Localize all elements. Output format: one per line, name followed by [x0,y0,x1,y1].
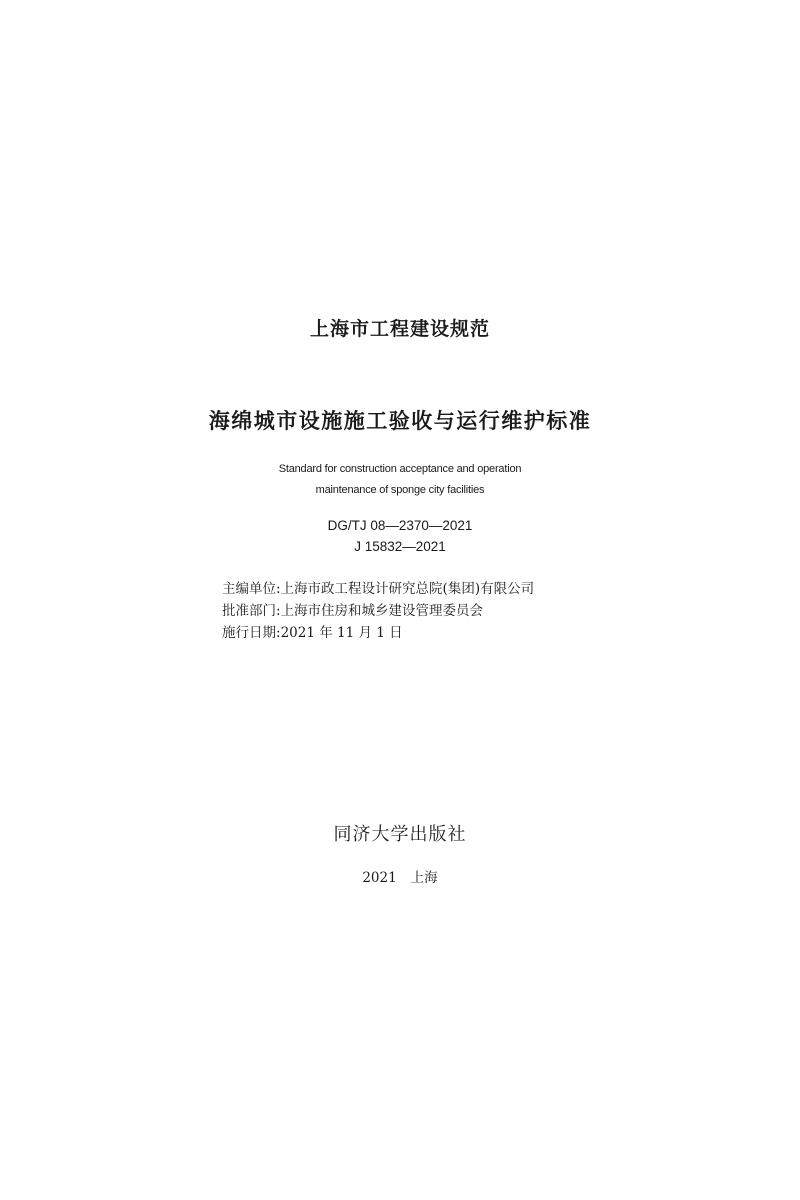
document-title-cn: 海绵城市设施施工验收与运行维护标准 [208,409,592,433]
series-title: 上海市工程建设规范 [309,318,490,340]
record-number: J 15832—2021 [354,539,446,554]
meta-value: 2021 年 11 月 1 日 [280,625,403,641]
document-metadata [222,578,534,644]
meta-label: 施行日期 [222,625,276,641]
title-en-line-1: Standard for construction acceptance and operation [278,463,522,475]
publication-line [0,866,800,886]
meta-value: 上海市政工程设计研究总院(集团)有限公司 [280,581,535,597]
meta-row-approver [222,600,534,622]
meta-row-editor [222,578,534,600]
meta-separator: : [276,603,281,619]
meta-separator: : [276,581,281,597]
standard-codes [0,515,800,557]
meta-row-effective-date [222,622,534,644]
title-en-line-2: maintenance of sponge city facilities [315,484,485,496]
standard-number: DG/TJ 08—2370—2021 [327,518,473,533]
publication-city: 上海 [410,870,438,886]
meta-label: 主编单位 [222,581,276,597]
publisher-name: 同济大学出版社 [333,824,467,845]
document-title-en [0,459,800,501]
meta-value: 上海市住房和城乡建设管理委员会 [280,603,484,619]
meta-label: 批准部门 [222,603,276,619]
meta-separator: : [276,625,281,641]
publication-year: 2021 [362,870,397,886]
